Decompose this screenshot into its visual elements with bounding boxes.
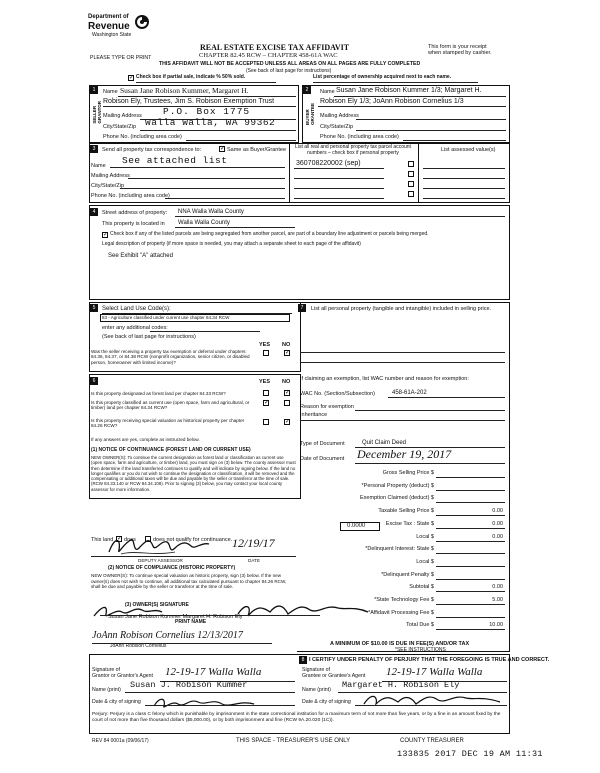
buyer-name-line2[interactable]: Robison Ely 1/3; JoAnn Robison Cornelius 1/3 (320, 98, 464, 105)
assessor-date[interactable]: 12/19/17 (232, 536, 275, 550)
fee-row-label: *Delinquent Interest: State $ (365, 546, 434, 553)
revenue-swirl-icon (134, 14, 150, 30)
tax-correspondence-name[interactable]: See attached list (122, 155, 228, 166)
fee-row-value[interactable]: 5.00 (492, 597, 503, 603)
personal-property-checkbox-4[interactable] (408, 191, 414, 197)
forest-yes-checkbox[interactable] (263, 390, 269, 396)
assessed-header: List assessed value(s) (441, 147, 496, 153)
fee-row-value[interactable]: 0.00 (492, 584, 503, 591)
agency-line1: Department of (88, 14, 129, 20)
fee-row-label: *Delinquent Penalty $ (381, 571, 434, 578)
fee-row-label: *Affidavit Processing Fee $ (368, 609, 434, 616)
grantee-sig-date[interactable]: 12-19-17 Walla Walla (386, 666, 483, 678)
street-address[interactable]: NNA Walla Walla County (178, 209, 244, 215)
seller-name-line1[interactable]: Susan Jane Robison Kummer, Margaret H. (120, 86, 249, 95)
see-back-header: (See back of last page for instructions) (246, 68, 332, 74)
buyer-name-line1[interactable]: Susan Jane Robison Kummer 1/3; Margaret H. (336, 87, 482, 94)
seller-name-line2[interactable]: Robison Ely, Trustees, Jim S. Robison Exemption Trust (103, 98, 275, 105)
certify-statement: I CERTIFY UNDER PENALTY OF PERJURY THAT THE FOREGOING IS TRUE AND CORRECT. (309, 657, 550, 663)
grantor-sig-date[interactable]: 12-19-17 Walla Walla (165, 666, 262, 678)
same-as-buyer-checkbox[interactable]: ✓ (220, 146, 226, 152)
receipt-note: This form is your receipt when stamped by cashier. (428, 44, 492, 57)
segregated-checkbox[interactable]: ✓ (103, 232, 109, 238)
seller-mailing[interactable]: P.O. Box 1775 (163, 106, 251, 117)
exemption-reason[interactable]: Inheritance (300, 412, 328, 418)
continuance-body: NEW OWNER(S): To continue the current designation as forest land or classification as current use (open space, farm and agriculture, or timber) land, you must sign on (3) below. The county assessor must then determine if the land transferred continues to qualify and will indicate by signing below. If the land no longer qualifies or you do not wish to continue the designation or classification, it will be removed and the compensating or additional taxes will be due and payable by the seller or transferor at the time of sale. (RCW 84.33.140 or RCW 84.34.108). Prior to signing (3) below, you may contact your local county assessor for more information. (91, 455, 296, 492)
fee-row-label: Local $ (416, 558, 434, 565)
fee-row-value[interactable]: 0.00 (492, 520, 503, 527)
located-in[interactable]: Walla Walla County (178, 220, 230, 226)
seller-city[interactable]: Walla Walla, WA 99362 (145, 117, 276, 128)
partial-sale-label: Check box if partial sale, indicate % 50% sold. (136, 74, 246, 80)
owner-printed-names[interactable]: Susan Jane Robison Kummer Margaret H. Robison Ely (108, 614, 243, 620)
buyer-tab: BUYER GRANTEE (305, 103, 315, 126)
grantee-name[interactable]: Margaret H. Robison Ely (342, 680, 460, 690)
current-use-yes-checkbox[interactable]: ✓ (264, 400, 270, 406)
fee-row-label: Total Due $ (406, 622, 434, 629)
form-chapter: CHAPTER 82.45 RCW – CHAPTER 458-61A WAC (199, 52, 338, 59)
please-type: PLEASE TYPE OR PRINT (90, 55, 152, 61)
parcel-number[interactable]: 360708220002 (sep) (296, 160, 361, 167)
document-date[interactable]: December 19, 2017 (357, 447, 452, 461)
document-type[interactable]: Quit Claim Deed (362, 440, 407, 446)
percentage-note: List percentage of ownership acquired next to each name. (313, 74, 452, 80)
fee-row-label: Gross Selling Price $ (382, 470, 434, 476)
personal-property-checkbox-2[interactable] (408, 171, 414, 177)
exemption-no-checkbox[interactable]: ✓ (285, 350, 291, 356)
current-use-no-checkbox[interactable] (284, 400, 290, 406)
fee-row-label: Excise Tax : State $ (385, 520, 434, 527)
historic-no-checkbox[interactable]: ✓ (285, 419, 291, 425)
parcel-header: List all real and personal property tax parcel account numbers – check box if personal property (295, 144, 411, 156)
treasurer-stamp: 133835 2017 DEC 19 AM 11:31 (397, 749, 543, 759)
wac-number[interactable]: 458-61A-202 (392, 390, 427, 396)
local-rate[interactable]: 0.0000 (347, 523, 366, 529)
fee-row-label: Subtotal $ (409, 584, 434, 591)
grantor-name[interactable]: Susan J. Robison Kummer (130, 680, 248, 690)
partial-sale-checkbox[interactable]: ✓ (129, 75, 135, 81)
exemption-yes-checkbox[interactable] (263, 350, 269, 356)
fee-row-value[interactable]: 10.00 (489, 622, 503, 629)
personal-property-checkbox-3[interactable] (408, 181, 414, 187)
fee-row-value[interactable]: 0.00 (492, 508, 503, 515)
fee-row-value[interactable]: 0.00 (492, 533, 503, 540)
fee-row-label: Exemption Claimed (deduct) $ (360, 495, 434, 502)
form-warning: THIS AFFIDAVIT WILL NOT BE ACCEPTED UNLESS ALL AREAS ON ALL PAGES ARE FULLY COMPLETED (159, 61, 421, 67)
grantor-signature (150, 692, 270, 712)
fee-row-label: *State Technology Fee $ (374, 597, 434, 603)
does-qualify-checkbox[interactable]: ✓ (117, 536, 123, 542)
form-title: REAL ESTATE EXCISE TAX AFFIDAVIT (200, 43, 350, 52)
forest-no-checkbox[interactable]: ✓ (285, 390, 291, 396)
grantee-signature (360, 690, 510, 710)
agency-line3: Washington State (92, 32, 132, 38)
minimum-note: A MINIMUM OF $10.00 IS DUE IN FEE(S) AND/OR TAX (330, 641, 470, 647)
personal-property-checkbox-1[interactable] (408, 161, 414, 167)
fee-row-label: Local $ (416, 533, 434, 540)
fee-row-label: *Personal Property (deduct) $ (361, 482, 434, 489)
fee-row-label: Taxable Selling Price $ (378, 508, 434, 515)
seller-tab: SELLER GRANTOR (92, 101, 102, 124)
agency-line2: Revenue (88, 21, 130, 32)
historic-yes-checkbox[interactable] (263, 419, 269, 425)
exhibit-note[interactable]: See Exhibit "A" attached (108, 253, 173, 259)
revenue-logo (86, 14, 156, 48)
perjury-notice: Perjury: Perjury is a class C felony which is punishable by imprisonment in the state correctional institution for a maximum term of not more than five years, or by a fine in an amount fixed by the court of not more than five thousand dollars ($5,000.00), or by both imprisonment and fine (RCW 9A.20.020 (1C)). (92, 712, 501, 723)
cornelius-signature[interactable]: JoAnn Robison Cornelius 12/13/2017 (92, 630, 243, 641)
